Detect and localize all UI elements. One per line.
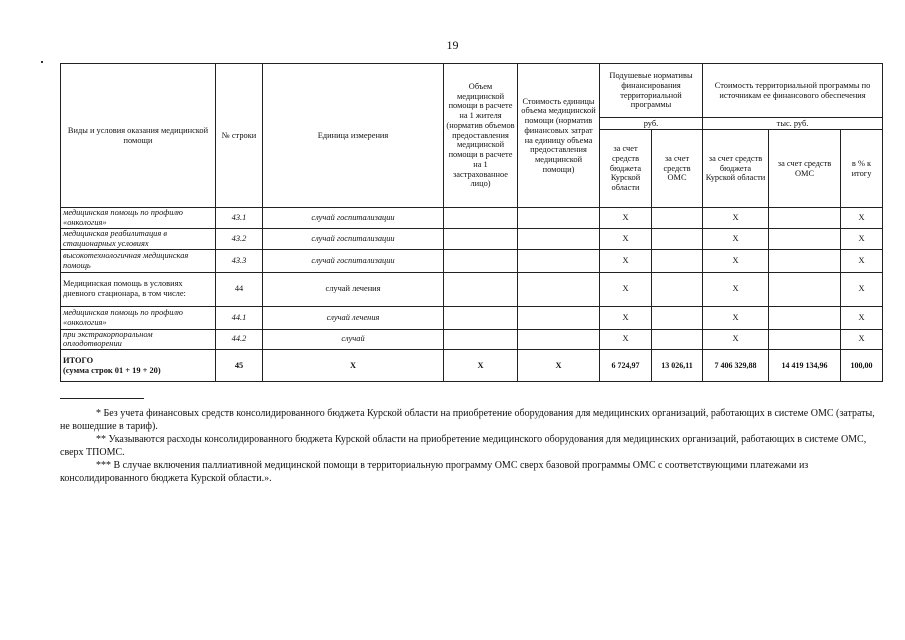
total-row-number: 45: [216, 350, 263, 382]
table-row: [61, 329, 883, 350]
header-percent-total: в % к итогу: [841, 130, 883, 208]
footnote-2: ** Указываются расходы консолидированного бюджета Курской области на приобретение медицинского оборудования для медицинских организаций, работающих в системе ОМС, сверх ТПОМС.: [60, 434, 867, 458]
row-program-budget: X: [703, 306, 769, 329]
row-cost: [518, 329, 600, 350]
row-percent: X: [841, 249, 883, 272]
row-per-capita-oms: [652, 228, 703, 249]
header-per-capita-budget: за счет средств бюджета Курской области: [600, 130, 652, 208]
row-number: 44.2: [216, 329, 263, 350]
row-unit: случай лечения: [263, 306, 444, 329]
row-cost: [518, 228, 600, 249]
row-program-budget: X: [703, 228, 769, 249]
row-per-capita-budget: X: [600, 329, 652, 350]
row-cost: [518, 272, 600, 306]
row-name: высокотехнологичная медицинская помощь: [61, 249, 216, 272]
header-per-capita: Подушевые нормативы финансирования территориальной программы: [600, 64, 703, 118]
row-per-capita-oms: [652, 249, 703, 272]
total-row: [61, 350, 883, 382]
row-percent: X: [841, 329, 883, 350]
row-unit: случай госпитализации: [263, 228, 444, 249]
row-volume: [444, 228, 518, 249]
header-program-cost-unit: тыс. руб.: [703, 118, 883, 130]
row-name: медицинская помощь по профилю «онкология»: [61, 306, 216, 329]
footnote-1: * Без учета финансовых средств консолидированного бюджета Курской области на приобретение оборудования для медицинских организаций, работающих в системе ОМС (затраты, не вошедшие в тариф).: [60, 408, 875, 432]
header-unit: Единица измерения: [263, 64, 444, 208]
total-cost: X: [518, 350, 600, 382]
footnote-3: *** В случае включения паллиативной медицинской помощи в территориальную программу ОМС сверх базовой программы ОМС с соответствующими платежами из консолидированного бюджета Курской области.».: [60, 460, 809, 484]
total-unit: X: [263, 350, 444, 382]
row-volume: [444, 306, 518, 329]
row-percent: X: [841, 272, 883, 306]
row-program-oms: [769, 329, 841, 350]
row-program-budget: X: [703, 272, 769, 306]
row-percent: X: [841, 228, 883, 249]
row-number: 43.1: [216, 208, 263, 229]
footnote-separator: [60, 398, 144, 399]
row-number: 44.1: [216, 306, 263, 329]
header-program-budget: за счет средств бюджета Курской области: [703, 130, 769, 208]
total-per-capita-budget: 6 724,97: [600, 350, 652, 382]
header-unit-cost: Стоимость единицы объема медицинской помощи (норматив финансовых затрат на единицу объема предоставления медицинской помощи): [518, 64, 600, 208]
row-volume: [444, 208, 518, 229]
row-name: при экстракорпоральном оплодотворении: [61, 329, 216, 350]
total-per-capita-oms: 13 026,11: [652, 350, 703, 382]
total-label: [61, 350, 216, 382]
table-row: [61, 306, 883, 329]
total-title: ИТОГО: [63, 355, 94, 365]
total-program-budget: 7 406 329,88: [703, 350, 769, 382]
row-per-capita-oms: [652, 329, 703, 350]
row-unit: случай госпитализации: [263, 249, 444, 272]
page-number: 19: [446, 38, 459, 52]
row-volume: [444, 329, 518, 350]
row-program-budget: X: [703, 329, 769, 350]
row-per-capita-budget: X: [600, 208, 652, 229]
row-unit: случай лечения: [263, 272, 444, 306]
row-number: 44: [216, 272, 263, 306]
scan-speck: [41, 61, 43, 63]
row-unit: случай госпитализации: [263, 208, 444, 229]
header-kind: Виды и условия оказания медицинской помощи: [61, 64, 216, 208]
row-per-capita-budget: X: [600, 228, 652, 249]
header-row-number: № строки: [216, 64, 263, 208]
row-number: 43.3: [216, 249, 263, 272]
row-per-capita-budget: X: [600, 306, 652, 329]
row-cost: [518, 249, 600, 272]
header-per-capita-unit: руб.: [600, 118, 703, 130]
header-per-capita-oms: за счет средств ОМС: [652, 130, 703, 208]
row-unit: случай: [263, 329, 444, 350]
row-cost: [518, 306, 600, 329]
total-percent: 100,00: [841, 350, 883, 382]
total-program-oms: 14 419 134,96: [769, 350, 841, 382]
table-row: [61, 272, 883, 306]
row-program-oms: [769, 228, 841, 249]
row-program-oms: [769, 272, 841, 306]
total-formula: (сумма строк 01 + 19 + 20): [63, 365, 161, 375]
table-row: [61, 249, 883, 272]
row-per-capita-oms: [652, 208, 703, 229]
row-per-capita-oms: [652, 306, 703, 329]
row-cost: [518, 208, 600, 229]
row-name: медицинская реабилитация в стационарных условиях: [61, 228, 216, 249]
row-program-budget: X: [703, 249, 769, 272]
row-volume: [444, 249, 518, 272]
row-program-oms: [769, 208, 841, 229]
row-percent: X: [841, 208, 883, 229]
header-program-oms: за счет средств ОМС: [769, 130, 841, 208]
table-row: [61, 228, 883, 249]
row-program-budget: X: [703, 208, 769, 229]
total-volume: X: [444, 350, 518, 382]
row-per-capita-oms: [652, 272, 703, 306]
program-cost-table: [60, 63, 883, 382]
row-per-capita-budget: X: [600, 272, 652, 306]
row-program-oms: [769, 306, 841, 329]
header-volume: Объем медицинской помощи в расчете на 1 жителя (норматив объемов предоставления медицинской помощи в расчете на 1 застрахованное лицо): [444, 64, 518, 208]
table-row: [61, 208, 883, 229]
row-percent: X: [841, 306, 883, 329]
row-volume: [444, 272, 518, 306]
row-name: Медицинская помощь в условиях дневного стационара, в том числе:: [61, 272, 216, 306]
header-program-cost: Стоимость территориальной программы по источникам ее финансового обеспечения: [703, 64, 883, 118]
row-number: 43.2: [216, 228, 263, 249]
row-per-capita-budget: X: [600, 249, 652, 272]
row-program-oms: [769, 249, 841, 272]
row-name: медицинская помощь по профилю «онкология»: [61, 208, 216, 229]
